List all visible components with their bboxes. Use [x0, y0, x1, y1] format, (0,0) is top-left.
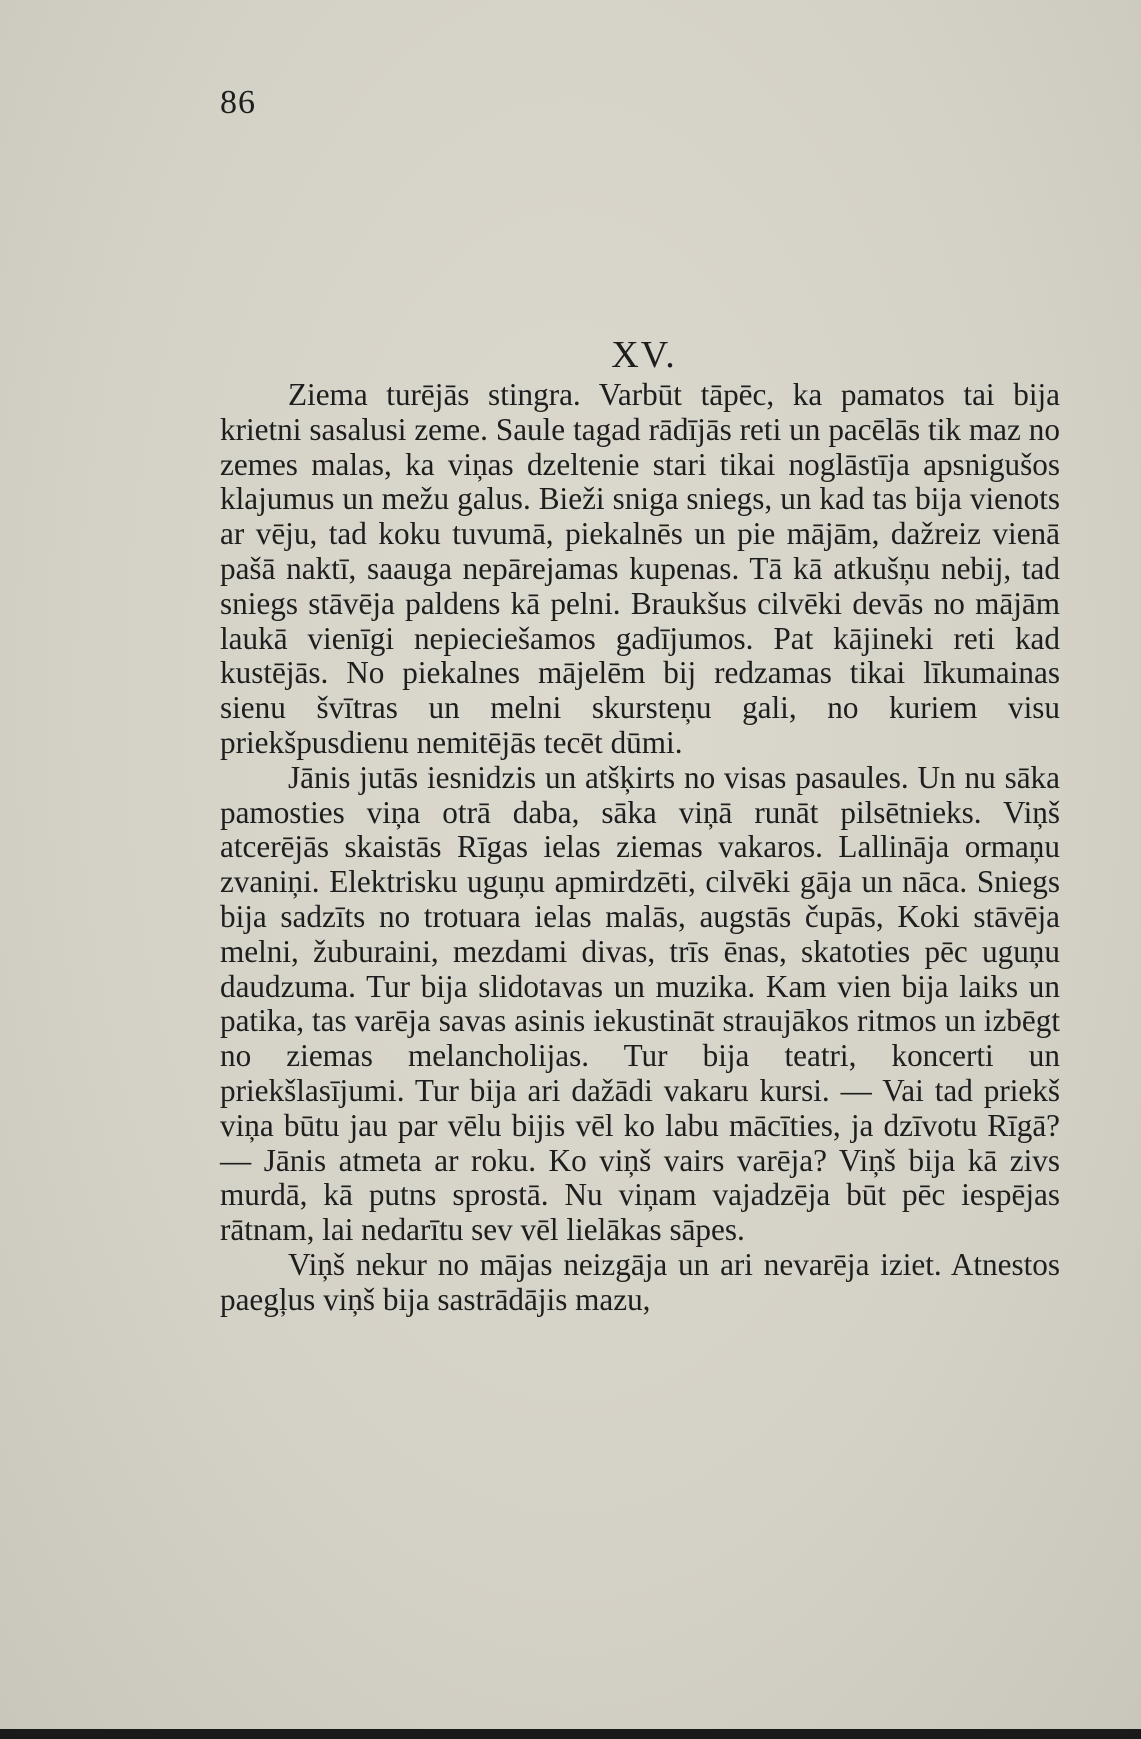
chapter-title: XV.	[611, 334, 677, 376]
paragraph: Viņš nekur no mājas neizgāja un ari nevarēja iziet. Atnestos paegļus viņš bija sastrādājis mazu,	[220, 1246, 1060, 1317]
paragraph: Jānis jutās iesnidzis un atšķirts no visas pasaules. Un nu sāka pamosties viņa otrā daba, sāka viņā runāt pilsētnieks. Viņš atcerējās skaistās Rīgas ielas ziemas vakaros. Lallināja ormaņu zvaniņi. Elektrisku uguņu apmirdzēti, cilvēki gāja un nāca. Sniegs bija sadzīts no trotuara ielas malās, augstās čupās, Koki stāvēja melni, žuburaini, mezdami divas, trīs ēnas, skatoties pēc uguņu daudzuma. Tur bija slidotavas un muzika. Kam vien bija laiks un patika, tas varēja savas asinis iekustināt straujākos ritmos un izbēgt no ziemas melancholijas. Tur bija teatri, koncerti un priekšlasījumi. Tur bija ari dažādi vakaru kursi. — Vai tad priekš viņa būtu jau par vēlu bijis vēl ko labu mācīties, ja dzīvotu Rīgā? — Jānis atmeta ar roku. Ko viņš vairs varēja? Viņš bija kā zivs murdā, kā putns sprostā. Nu viņam vajadzēja būt pēc iespējas rātnam, lai nedarītu sev vēl lielākas sāpes.	[220, 759, 1060, 1248]
chapter-body	[220, 378, 1060, 1318]
page-number: 86	[220, 84, 256, 121]
paragraph: Ziema turējās stingra. Varbūt tāpēc, ka pamatos tai bija krietni sasalusi zeme. Saule tagad rādījās reti un pacēlās tik maz no zemes malas, ka viņas dzeltenie stari tikai noglāstīja apsnigušos klajumus un mežu galus. Bieži sniga sniegs, un kad tas bija vienots ar vēju, tad koku tuvumā, piekalnēs un pie mājām, dažreiz vienā pašā naktī, saauga nepārejamas kupenas. Tā kā atkušņu nebij, tad sniegs stāvēja paldens kā pelni. Braukšus cilvēki devās no mājām laukā vienīgi nepieciešamos gadījumos. Pat kājineki reti kad kustējās. No piekalnes mājelēm bij redzamas tikai līkumainas sienu švītras un melni skursteņu gali, no kuriem visu priekšpusdienu nemitējās tecēt dūmi.	[220, 377, 1060, 760]
scan-edge	[0, 1729, 1141, 1739]
